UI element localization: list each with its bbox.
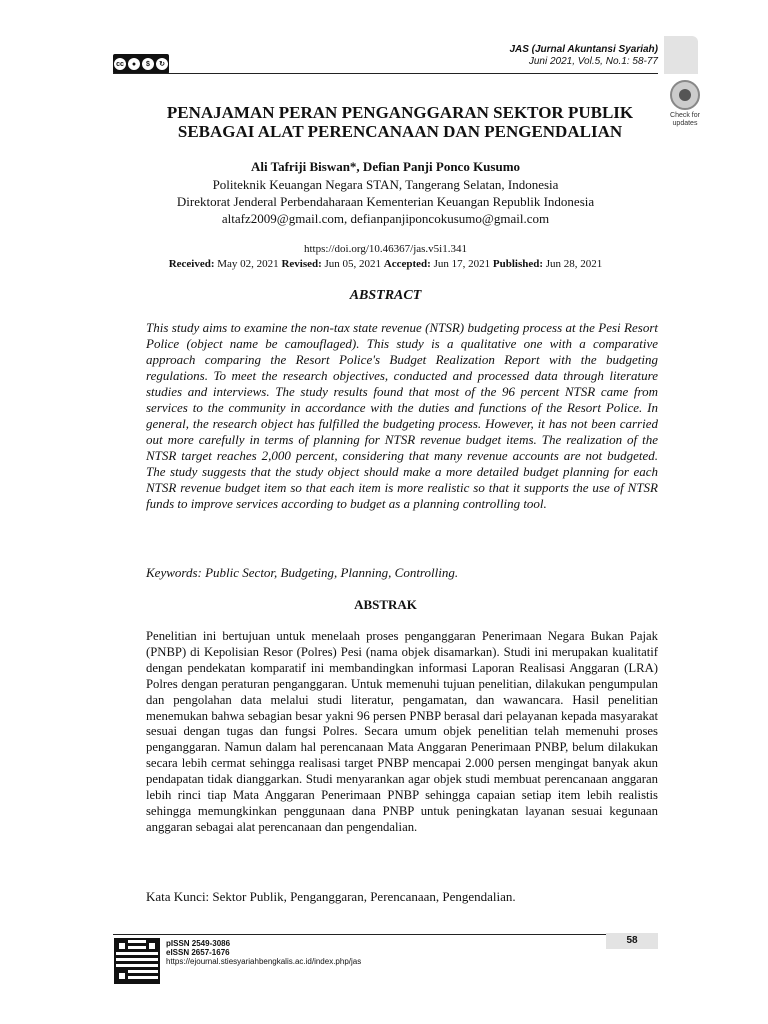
received-label: Received: xyxy=(168,258,215,270)
check-for-updates-button[interactable] xyxy=(660,80,710,128)
cc-license-badge xyxy=(113,54,169,74)
revised-label: Revised: xyxy=(281,258,322,270)
qr-code-icon xyxy=(114,938,160,984)
corner-tab xyxy=(664,36,698,74)
affiliation-1: Politeknik Keuangan Negara STAN, Tangerang Selatan, Indonesia xyxy=(212,177,559,192)
article-dates xyxy=(113,258,658,271)
authors: Ali Tafriji Biswan*, Defian Panji Ponco Kusumo xyxy=(250,159,521,174)
eissn: eISSN 2657-1676 xyxy=(166,948,230,957)
journal-issue: Juni 2021, Vol.5, No.1: 58-77 xyxy=(528,56,658,67)
received-date: May 02, 2021 xyxy=(217,258,279,270)
cc-icon: cc xyxy=(114,58,126,70)
journal-name: JAS (Jurnal Akuntansi Syariah) xyxy=(509,44,658,55)
header-divider xyxy=(113,73,658,74)
title-line-1: PENAJAMAN PERAN PENGANGGARAN SEKTOR PUBLIK xyxy=(166,103,634,122)
sa-icon: ↻ xyxy=(156,58,168,70)
author-emails[interactable]: altafz2009@gmail.com, defianpanjiponcokusumo@gmail.com xyxy=(221,211,550,226)
abstrak-keywords: Kata Kunci: Sektor Publik, Penganggaran, Perencanaan, Pengendalian. xyxy=(146,889,516,904)
footer-divider xyxy=(113,934,658,935)
page-number: 58 xyxy=(606,933,658,949)
pissn: pISSN 2549-3086 xyxy=(166,939,231,948)
abstract-body: This study aims to examine the non-tax state revenue (NTSR) budgeting process at the Pesi Resort Police (object name be camouflaged). This study is a qualitative one with a comparative approach comparing the Resort Police's Budget Realization Report with the budgeting regulations. To meet the research objectives, conducted and processed data through literature studies and interviews. The study results found that most of the 96 percent NTSR came from services to the community in accordance with the duties and functions of the Resort Police. In general, the research object has fulfilled the budgeting process. However, it has not been carried out more carefully in terms of planning for NTSR revenue budget items. The realization of the NTSR target reaches 2,000 percent, considering that many revenue accounts are not budgeted. The study suggests that the study object should make a more detailed budget planning for each NTSR revenue budget item so that each item is more realistic so that it supports the use of NTSR funds to improve services according to budget as a planning controlling tool. xyxy=(146,320,658,511)
published-date: Jun 28, 2021 xyxy=(545,258,603,270)
published-label: Published: xyxy=(492,258,544,270)
affiliation-2: Direktorat Jenderal Perbendaharaan Kementerian Keuangan Republik Indonesia xyxy=(176,194,595,209)
accepted-label: Accepted: xyxy=(383,258,431,270)
check-updates-label: Check for updates xyxy=(670,112,700,127)
journal-url[interactable]: https://ejournal.stiesyariahbengkalis.ac.id/index.php/jas xyxy=(166,957,362,966)
by-icon: ● xyxy=(128,58,140,70)
journal-info xyxy=(509,44,658,68)
title-line-2: SEBAGAI ALAT PERENCANAAN DAN PENGENDALIAN xyxy=(177,122,623,141)
abstrak-body: Penelitian ini bertujuan untuk menelaah proses penganggaran Penerimaan Negara Bukan Pajak (PNBP) di Kepolisian Resor (Polres) Pesi (nama objek disamarkan). Studi ini merupakan kualitatif dengan pendekatan komparatif ini membandingkan informasi Laporan Realisasi Anggaran (LRA) Polres dengan peraturan penganggaran. Untuk memenuhi tujuan penelitian, dilakukan pengumpulan dan pengolahan data melalui studi literatur, pengamatan, dan wawancara. Hasil penelitian menemukan bahwa sebagian besar yakni 96 persen PNBP berasal dari pelayanan kepada masyarakat sesuai dengan tugas dan fungsi Polres. Secara umum objek penelitian telah memenuhi proses penganggaran. Namun dalam hal perencanaan Mata Anggaran Penerimaan PNBP, belum dilakukan secara lebih cermat sehingga realisasi target PNBP mencapai 2.000 persen mengingat banyak akun pendapatan tidak dianggarkan. Studi menyarankan agar objek studi membuat perencanaan anggaran lebih rinci tiap Mata Anggaran Penerimaan PNBP sehingga capaian setiap item lebih realistis sehingga memungkinkan penggunaan dana PNBP untuk peningkatan layanan sesuai kegunaan anggaran sebagai alat perencanaan dan pengendalian. xyxy=(146,629,658,834)
abstrak-heading: ABSTRAK xyxy=(354,597,417,612)
issn-block xyxy=(166,939,361,966)
doi-link[interactable]: https://doi.org/10.46367/jas.v5i1.341 xyxy=(304,243,467,255)
abstract-heading: ABSTRACT xyxy=(349,288,422,303)
abstract-keywords: Keywords: Public Sector, Budgeting, Planning, Controlling. xyxy=(146,565,459,580)
nc-icon: $ xyxy=(142,58,154,70)
accepted-date: Jun 17, 2021 xyxy=(433,258,491,270)
revised-date: Jun 05, 2021 xyxy=(324,258,382,270)
article-title xyxy=(140,103,660,141)
check-updates-icon xyxy=(670,80,700,110)
